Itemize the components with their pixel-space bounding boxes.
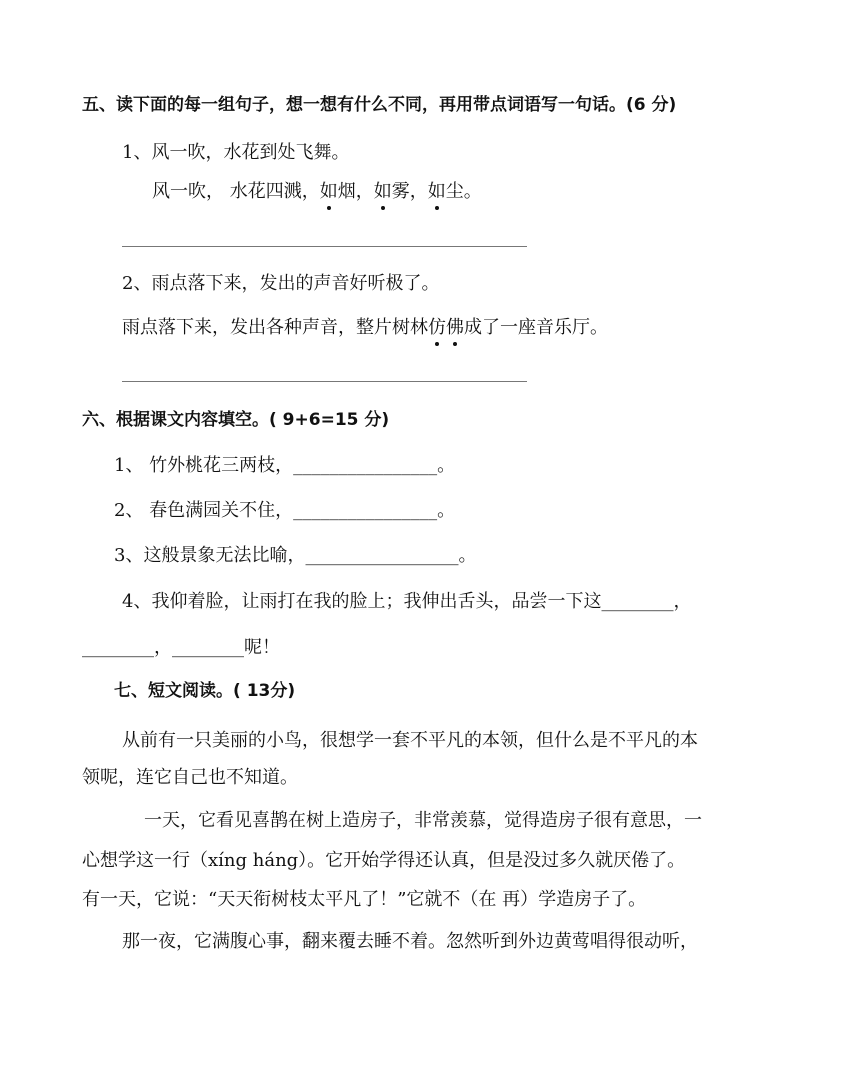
answer-line-2 (122, 381, 527, 382)
example-1-text: 烟， (337, 181, 374, 202)
passage-line: 一天，它看见喜鹊在树上造房子，非常羡慕，觉得造房子很有意思，一 (144, 810, 702, 831)
dotted-word: 佛 (446, 317, 464, 338)
question-1: 1、风一吹，水花到处飞舞。 (122, 142, 350, 163)
passage-line: 领呢，连它自己也不知道。 (82, 767, 298, 788)
dotted-word: 如 (373, 181, 392, 202)
section-6-heading: 六、根据课文内容填空。( 9+6=15 分) (82, 410, 390, 430)
section-5-heading: 五、读下面的每一组句子，想一想有什么不同，再用带点词语写一句话。(6 分) (82, 95, 677, 115)
example-1-prefix: 风一吹， 水花四溅， (152, 181, 320, 202)
fill-item-4: 4、我仰着脸，让雨打在我的脸上；我伸出舌头，品尝一下这________， (122, 591, 692, 612)
question-1-example (152, 180, 482, 204)
fill-item-1: 1、 竹外桃花三两枝，________________。 (114, 455, 456, 476)
question-2-example (122, 316, 608, 340)
dotted-word: 如 (319, 181, 338, 202)
answer-line-1 (122, 246, 527, 247)
question-2: 2、雨点落下来，发出的声音好听极了。 (122, 273, 440, 294)
section-7-heading: 七、短文阅读。( 13分) (114, 681, 296, 701)
example-1-text: 尘。 (445, 181, 482, 202)
dotted-word: 仿 (428, 317, 446, 338)
passage-line: 那一夜，它满腹心事，翻来覆去睡不着。忽然听到外边黄莺唱得很动听， (122, 931, 698, 952)
example-1-text: 雾， (391, 181, 428, 202)
fill-item-2: 2、 春色满园关不住，________________。 (114, 500, 456, 521)
fill-item-3: 3、这般景象无法比喻，_________________。 (114, 545, 477, 566)
passage-line: 从前有一只美丽的小鸟，很想学一套不平凡的本领，但什么是不平凡的本 (122, 730, 698, 751)
passage-line: 有一天，它说：“天天衔树枝太平凡了！”它就不（在 再）学造房子了。 (82, 889, 647, 910)
example-2-prefix: 雨点落下来，发出各种声音，整片树林 (122, 317, 428, 338)
fill-item-4-cont: ________，________呢！ (82, 637, 280, 658)
passage-line: 心想学这一行（xíng háng）。它开始学得还认真，但是没过多久就厌倦了。 (82, 850, 686, 871)
dotted-word: 如 (427, 181, 446, 202)
example-2-suffix: 成了一座音乐厅。 (464, 317, 608, 338)
